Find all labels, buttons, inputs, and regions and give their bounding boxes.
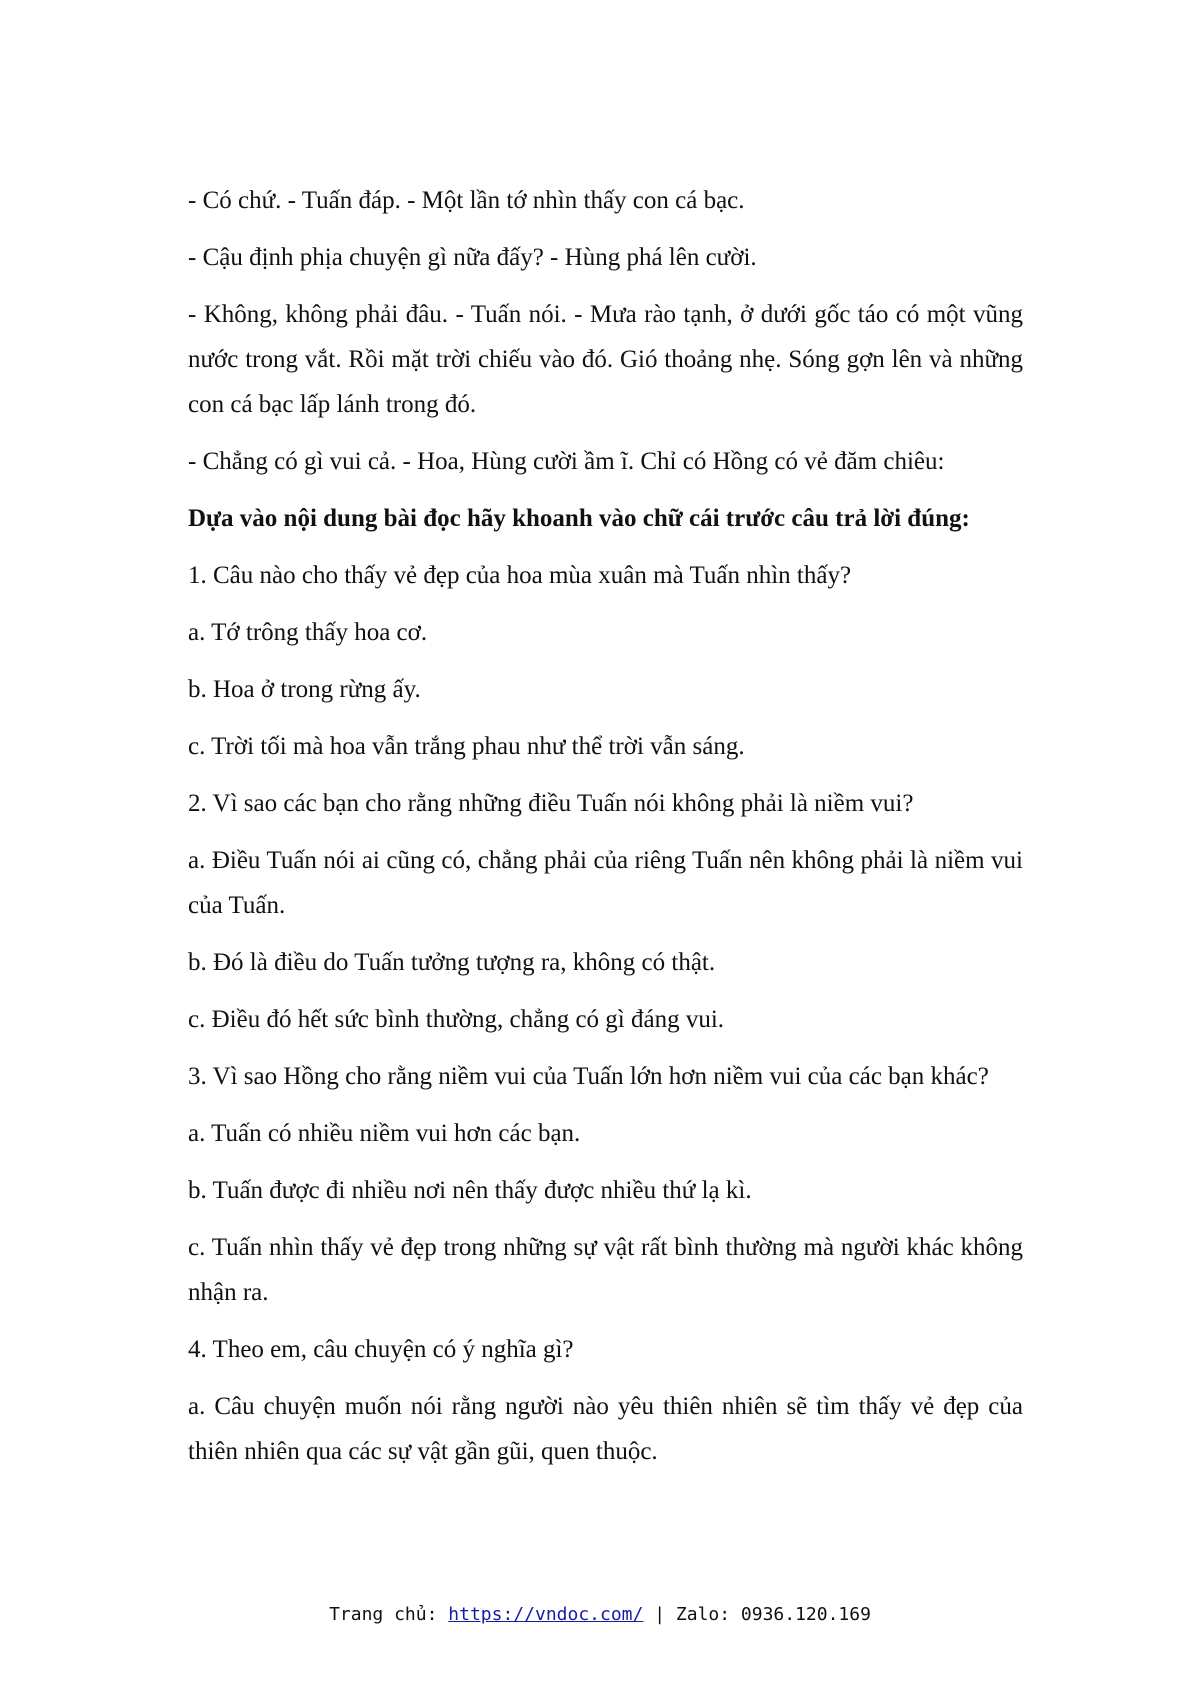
question-3-option-b: b. Tuấn được đi nhiều nơi nên thấy được nhiều thứ lạ kì. [188, 1177, 752, 1204]
question-1-option-a: a. Tớ trông thấy hoa cơ. [188, 619, 428, 646]
question-4-option-a: a. Câu chuyện muốn nói rằng người nào yêu thiên nhiên sẽ tìm thấy vẻ đẹp của thiên nhiên qua các sự vật gần gũi, quen thuộc. [188, 1393, 1023, 1465]
question-1: 1. Câu nào cho thấy vẻ đẹp của hoa mùa xuân mà Tuấn nhìn thấy? [188, 562, 852, 589]
question-3: 3. Vì sao Hồng cho rằng niềm vui của Tuấn lớn hơn niềm vui của các bạn khác? [188, 1063, 989, 1090]
question-2: 2. Vì sao các bạn cho rằng những điều Tuấn nói không phải là niềm vui? [188, 790, 914, 817]
question-3-option-c: c. Tuấn nhìn thấy vẻ đẹp trong những sự vật rất bình thường mà người khác không nhận ra. [188, 1234, 1023, 1306]
question-3-option-a: a. Tuấn có nhiều niềm vui hơn các bạn. [188, 1120, 581, 1147]
paragraph: - Cậu định phịa chuyện gì nữa đấy? - Hùng phá lên cười. [188, 244, 757, 271]
question-2-option-b: b. Đó là điều do Tuấn tưởng tượng ra, không có thật. [188, 949, 716, 976]
homepage-link[interactable]: https://vndoc.com/ [448, 1604, 644, 1625]
question-2-option-a: a. Điều Tuấn nói ai cũng có, chẳng phải của riêng Tuấn nên không phải là niềm vui của Tuấn. [188, 847, 1023, 919]
question-1-option-b: b. Hoa ở trong rừng ấy. [188, 676, 421, 703]
footer-prefix: Trang chủ: [329, 1604, 449, 1625]
page-footer [0, 1604, 1200, 1625]
paragraph: - Không, không phải đâu. - Tuấn nói. - Mưa rào tạnh, ở dưới gốc táo có một vũng nước trong vắt. Rồi mặt trời chiếu vào đó. Gió thoảng nhẹ. Sóng gợn lên và những con cá bạc lấp lánh trong đó. [188, 301, 1023, 418]
question-4: 4. Theo em, câu chuyện có ý nghĩa gì? [188, 1336, 574, 1363]
instruction-heading: Dựa vào nội dung bài đọc hãy khoanh vào chữ cái trước câu trả lời đúng: [188, 505, 970, 532]
paragraph: - Chẳng có gì vui cả. - Hoa, Hùng cười ầm ĩ. Chỉ có Hồng có vẻ đăm chiêu: [188, 448, 945, 475]
document-body [188, 178, 1023, 1486]
paragraph: - Có chứ. - Tuấn đáp. - Một lần tớ nhìn thấy con cá bạc. [188, 187, 745, 214]
question-2-option-c: c. Điều đó hết sức bình thường, chẳng có gì đáng vui. [188, 1006, 725, 1033]
question-1-option-c: c. Trời tối mà hoa vẫn trắng phau như thể trời vẫn sáng. [188, 733, 745, 760]
footer-contact: | Zalo: 0936.120.169 [643, 1604, 871, 1625]
